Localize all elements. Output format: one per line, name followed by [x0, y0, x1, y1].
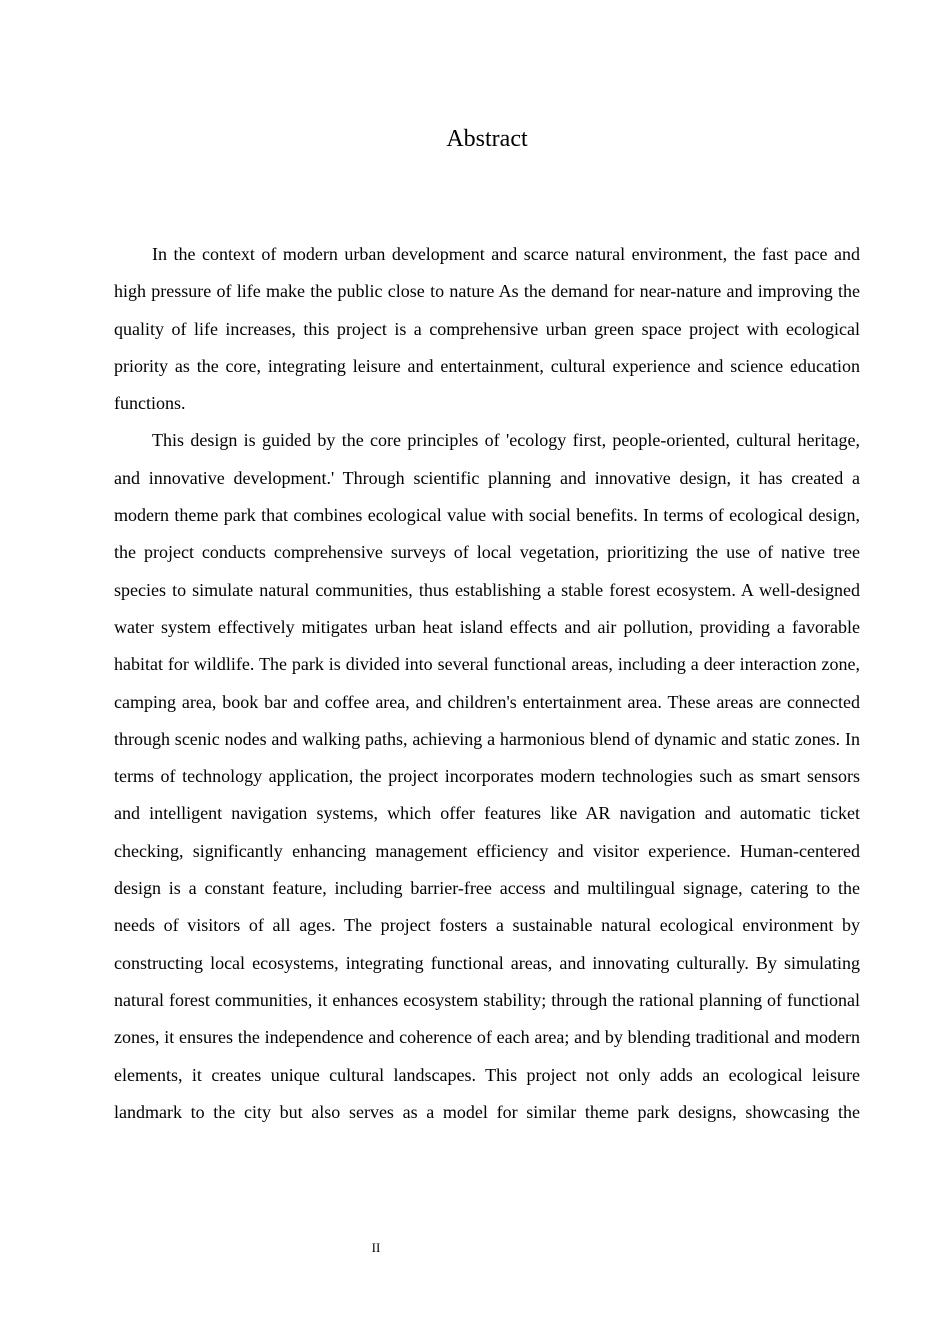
- abstract-body: [114, 236, 860, 1131]
- page-title: Abstract: [446, 126, 528, 152]
- abstract-paragraph-1: In the context of modern urban development and scarce natural environment, the fast pace and high pressure of life make the public close to nature As the demand for near-nature and improving the quality of life increases, this project is a comprehensive urban green space project with ecological priority as the core, integrating leisure and entertainment, cultural experience and science education functions.: [114, 244, 860, 414]
- abstract-paragraph-2: This design is guided by the core principles of 'ecology first, people-oriented, cultural heritage, and innovative development.' Through scientific planning and innovative design, it has created a modern theme park that combines ecological value with social benefits. In terms of ecological design, the project conducts comprehensive surveys of local vegetation, prioritizing the use of native tree species to simulate natural communities, thus establishing a stable forest ecosystem. A well-designed water system effectively mitigates urban heat island effects and air pollution, providing a favorable habitat for wildlife. The park is divided into several functional areas, including a deer interaction zone, camping area, book bar and coffee area, and children's entertainment area. These areas are connected through scenic nodes and walking paths, achieving a harmonious blend of dynamic and static zones. In terms of technology application, the project incorporates modern technologies such as smart sensors and intelligent navigation systems, which offer features like AR navigation and automatic ticket checking, significantly enhancing management efficiency and visitor experience. Human-centered design is a constant feature, including barrier-free access and multilingual signage, catering to the needs of visitors of all ages. The project fosters a sustainable natural ecological environment by constructing local ecosystems, integrating functional areas, and innovating culturally. By simulating natural forest communities, it enhances ecosystem stability; through the rational planning of functional zones, it ensures the independence and coherence of each area; and by blending traditional and modern elements, it creates unique cultural landscapes. This project not only adds an ecological leisure landmark to the city but also serves as a model for similar theme park designs, showcasing the: [114, 430, 860, 1122]
- page-number: II: [371, 1240, 381, 1255]
